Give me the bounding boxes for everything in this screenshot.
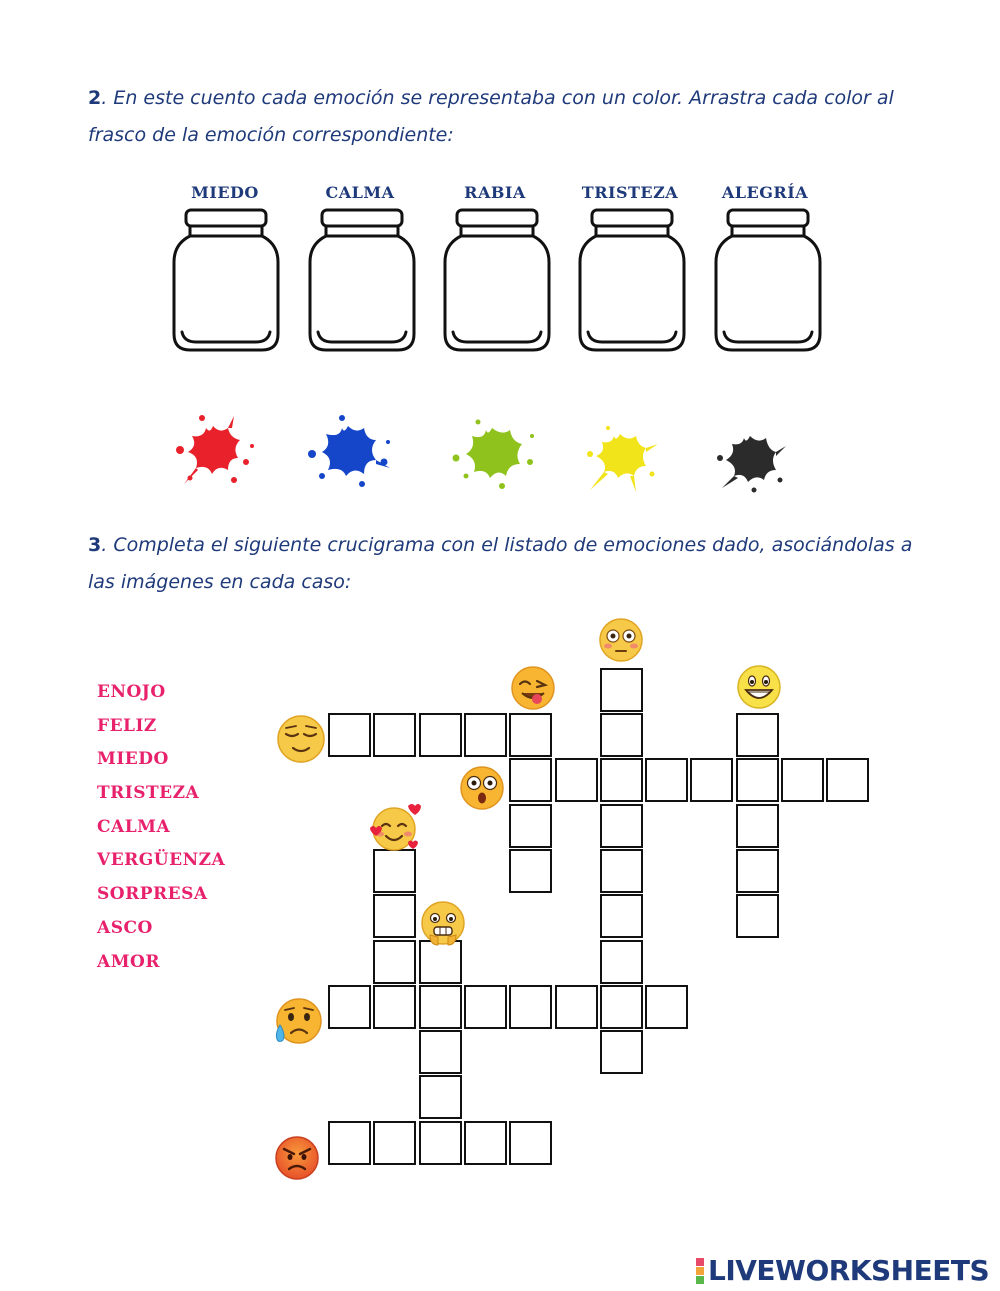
jar-label-miedo: MIEDO: [191, 183, 259, 202]
winking-tongue-face-icon: [510, 665, 556, 711]
crossword-cell[interactable]: [328, 985, 371, 1029]
word-list-item: AMOR: [97, 952, 160, 972]
crossword-cell[interactable]: [736, 894, 779, 938]
crossword-cell[interactable]: [600, 894, 643, 938]
question-2-text: . En este cuento cada emoción se representaba con un color. Arrastra cada color al frasco de la emoción correspondiente:: [88, 87, 894, 146]
crossword-cell[interactable]: [600, 849, 643, 893]
word-list-item: VERGÜENZA: [97, 850, 226, 870]
crossword-cell[interactable]: [509, 849, 552, 893]
crossword-cell[interactable]: [373, 894, 416, 938]
crossword-cell[interactable]: [419, 1030, 462, 1074]
crossword-cell[interactable]: [600, 713, 643, 757]
relieved-face-icon: [276, 714, 326, 764]
crying-face-icon: [270, 997, 324, 1049]
crossword-cell[interactable]: [419, 985, 462, 1029]
crossword-cell[interactable]: [600, 804, 643, 848]
crossword-cell[interactable]: [509, 804, 552, 848]
crossword-cell[interactable]: [736, 849, 779, 893]
jar-drop-target-calma[interactable]: [306, 206, 418, 354]
crossword-cell[interactable]: [690, 758, 733, 802]
question-3-number: 3: [88, 534, 102, 556]
crossword-cell[interactable]: [555, 985, 598, 1029]
jar-drop-target-tristeza[interactable]: [576, 206, 688, 354]
word-list-item: ASCO: [97, 918, 153, 938]
crossword-cell[interactable]: [373, 849, 416, 893]
crossword-cell[interactable]: [600, 985, 643, 1029]
crossword-cell[interactable]: [419, 1121, 462, 1165]
jar-label-rabia: RABIA: [464, 183, 526, 202]
crossword-cell[interactable]: [509, 1121, 552, 1165]
question-3-instruction: [88, 527, 928, 601]
jar-label-calma: CALMA: [325, 183, 395, 202]
crossword-cell[interactable]: [600, 668, 643, 712]
word-list-item: CALMA: [97, 817, 171, 837]
astonished-face-icon: [459, 765, 505, 811]
red-splat[interactable]: [168, 410, 258, 494]
crossword-cell[interactable]: [464, 713, 507, 757]
crossword-cell[interactable]: [826, 758, 869, 802]
word-list-item: TRISTEZA: [97, 783, 200, 803]
flushed-face-icon: [598, 617, 644, 663]
word-list-item: MIEDO: [97, 749, 169, 769]
jar-label-alegria: ALEGRÍA: [721, 183, 809, 202]
crossword-cell[interactable]: [600, 940, 643, 984]
blue-splat[interactable]: [302, 412, 394, 494]
angry-face-icon: [273, 1134, 321, 1182]
crossword-cell[interactable]: [373, 1121, 416, 1165]
word-list-item: FELIZ: [97, 716, 157, 736]
jar-drop-target-miedo[interactable]: [170, 206, 282, 354]
crossword-cell[interactable]: [645, 985, 688, 1029]
brand-name: LIVEWORKSHEETS: [708, 1254, 990, 1287]
green-splat[interactable]: [448, 418, 538, 492]
word-list-item: ENOJO: [97, 682, 166, 702]
crossword-cell[interactable]: [645, 758, 688, 802]
crossword-cell[interactable]: [419, 713, 462, 757]
crossword-cell[interactable]: [373, 985, 416, 1029]
jar-drop-target-alegria[interactable]: [712, 206, 824, 354]
jar-drop-target-rabia[interactable]: [441, 206, 553, 354]
smiling-hearts-face-icon: [368, 802, 422, 852]
crossword-cell[interactable]: [509, 758, 552, 802]
question-2-instruction: [88, 80, 928, 154]
crossword-cell[interactable]: [419, 1075, 462, 1119]
crossword-cell[interactable]: [328, 713, 371, 757]
crossword-cell[interactable]: [509, 713, 552, 757]
crossword-cell[interactable]: [600, 1030, 643, 1074]
crossword-cell[interactable]: [736, 804, 779, 848]
crossword-cell[interactable]: [373, 713, 416, 757]
logo-blocks-icon: [696, 1258, 704, 1284]
crossword-cell[interactable]: [555, 758, 598, 802]
crossword-cell[interactable]: [464, 985, 507, 1029]
crossword-cell[interactable]: [464, 1121, 507, 1165]
black-splat[interactable]: [714, 428, 788, 496]
question-3-text: . Completa el siguiente crucigrama con el listado de emociones dado, asociándolas a las imágenes en cada caso:: [88, 534, 913, 593]
word-list-item: SORPRESA: [97, 884, 208, 904]
yellow-splat[interactable]: [582, 424, 660, 494]
crossword-cell[interactable]: [373, 940, 416, 984]
crossword-cell[interactable]: [328, 1121, 371, 1165]
question-2-number: 2: [88, 87, 102, 109]
crossword-cell[interactable]: [509, 985, 552, 1029]
crossword-cell[interactable]: [736, 713, 779, 757]
grinning-face-icon: [736, 664, 782, 710]
liveworksheets-logo: [696, 1254, 989, 1287]
crossword-cell[interactable]: [736, 758, 779, 802]
jar-label-tristeza: TRISTEZA: [581, 183, 679, 202]
fearful-face-icon: [418, 899, 468, 949]
crossword-cell[interactable]: [781, 758, 824, 802]
crossword-cell[interactable]: [600, 758, 643, 802]
